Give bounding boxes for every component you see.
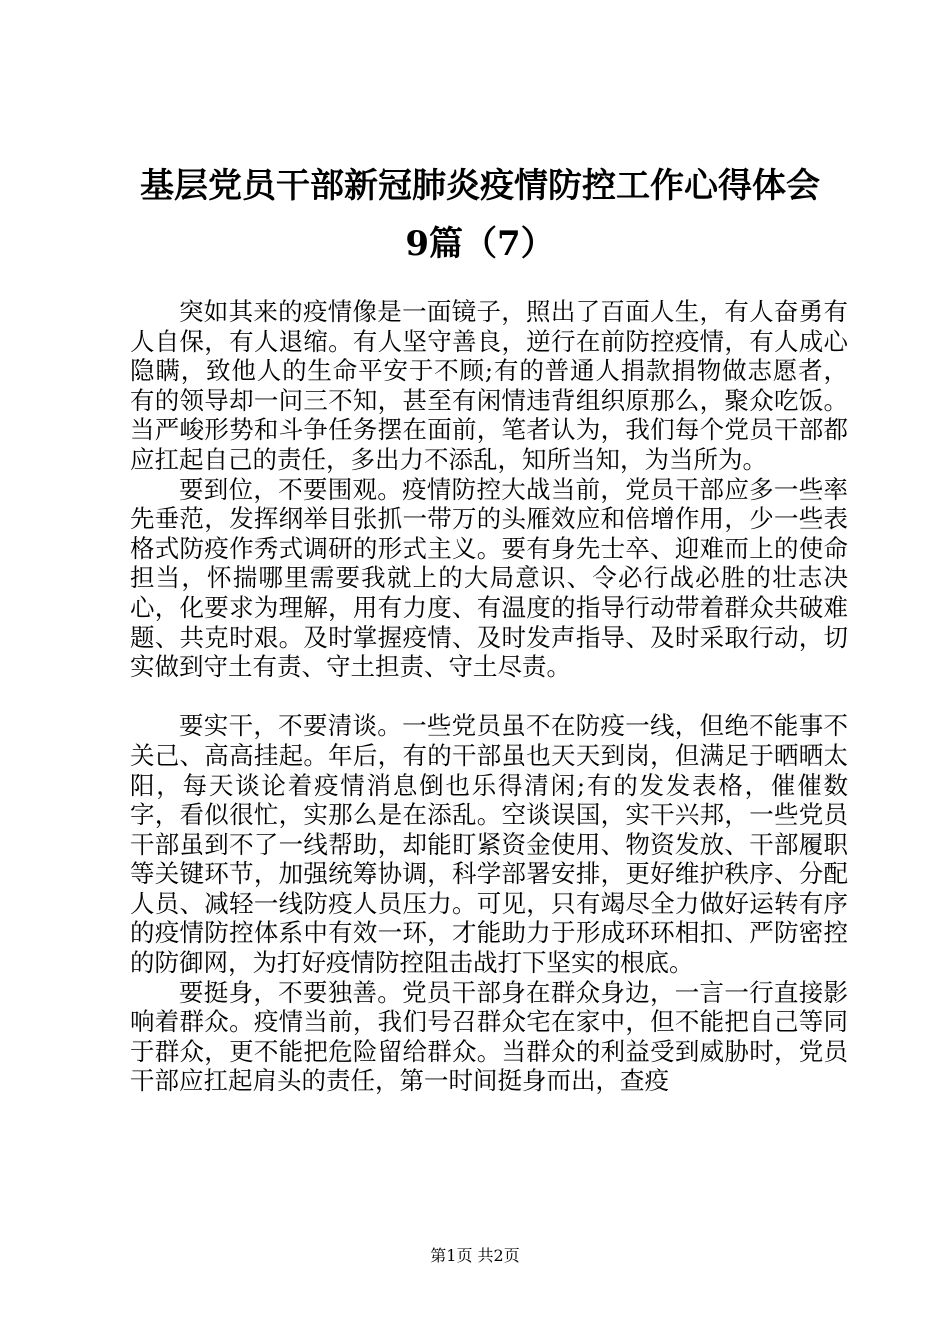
- document-title-line-1: 基层党员干部新冠肺炎疫情防控工作心得体会: [140, 166, 820, 206]
- document-body: [130, 297, 848, 1096]
- paragraph-step-forward: 要挺身，不要独善。党员干部身在群众身边，一言一行直接影响着群众。疫情当前，我们号召群众宅在家中，但不能把自己等同于群众，更不能把危险留给群众。当群众的利益受到威胁时，党员干部应扛起肩头的责任，第一时间挺身而出，查疫: [130, 977, 848, 1096]
- paragraph-practical-work: 要实干，不要清谈。一些党员虽不在防疫一线，但绝不能事不关己、高高挂起。年后，有的干部虽也天天到岗，但满足于晒晒太阳，每天谈论着疫情消息倒也乐得清闲;有的发发表格，催催数字，看似很忙，实那么是在添乱。空谈误国，实干兴邦，一些党员干部虽到不了一线帮助，却能盯紧资金使用、物资发放、干部履职等关键环节，加强统筹协调，科学部署安排，更好维护秩序、分配人员、减轻一线防疫人员压力。可见，只有竭尽全力做好运转有序的疫情防控体系中有效一环，才能助力于形成环环相扣、严防密控的防御网，为打好疫情防控阻击战打下坚实的根底。: [130, 711, 848, 978]
- paragraph-spacer: [130, 682, 848, 712]
- page-footer: 第1页 共2页: [430, 1246, 520, 1265]
- paragraph-intro: 突如其来的疫情像是一面镜子，照出了百面人生，有人奋勇有人自保，有人退缩。有人坚守善良，逆行在前防控疫情，有人成心隐瞒，致他人的生命平安于不顾;有的普通人捐款捐物做志愿者，有的领导却一问三不知，甚至有闲情违背组织原那么，聚众吃饭。当严峻形势和斗争任务摆在面前，笔者认为，我们每个党员干部都应扛起自己的责任，多出力不添乱，知所当知，为当所为。: [130, 297, 848, 474]
- paragraph-be-in-place: 要到位，不要围观。疫情防控大战当前，党员干部应多一些率先垂范，发挥纲举目张抓一带万的头雁效应和倍增作用，少一些表格式防疫作秀式调研的形式主义。要有身先士卒、迎难而上的使命担当，怀揣哪里需要我就上的大局意识、令必行战必胜的壮志决心，化要求为理解，用有力度、有温度的指导行动带着群众共破难题、共克时艰。及时掌握疫情、及时发声指导、及时采取行动，切实做到守土有责、守土担责、守土尽责。: [130, 474, 848, 682]
- document-title-line-2: 9篇（7）: [405, 224, 555, 264]
